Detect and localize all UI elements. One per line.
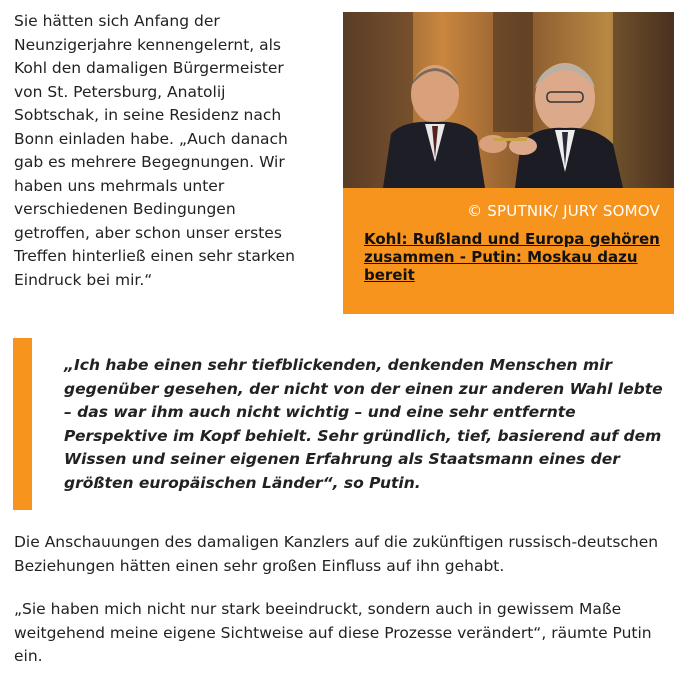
photo-credit: © SPUTNIK/ JURY SOMOV [467, 202, 660, 220]
related-article-photo[interactable] [343, 12, 674, 188]
quote-accent-bar [13, 338, 32, 510]
blockquote: „Ich habe einen sehr tiefblickenden, denkenden Menschen mir gegenüber gesehen, der nicht von der einen zur anderen Wahl lebte – das war ihm auch nicht wichtig – und eine sehr entfernte Perspektive im Kopf behielt. Sehr gründlich, tief, basierend auf dem Wissen und seiner eigenen Erfahrung als Staatsmann eines der größten europäischen Länder“, so Putin. [64, 356, 663, 492]
article-paragraph-2: Die Anschauungen des damaligen Kanzlers auf die zukünftigen russisch-deutschen Beziehungen hätten einen sehr großen Einfluss auf ihn gehabt. [14, 533, 659, 575]
photo-illustration [343, 12, 674, 188]
article-paragraph-intro: Sie hätten sich Anfang der Neunzigerjahre kennengelernt, als Kohl den damaligen Bürgermeister von St. Petersburg, Anatolij Sobtschak, in seine Residenz nach Bonn einladen habe. „Auch danach gab es mehrere Begegnungen. Wir haben uns mehrmals unter verschiedenen Bedingungen getroffen, aber schon unser erstes Treffen hinterließ einen sehr starken Eindruck bei mir.“ [14, 12, 295, 289]
related-article-card[interactable] [343, 12, 674, 314]
related-article-link[interactable]: Kohl: Rußland und Europa gehören zusammen - Putin: Moskau dazu bereit [364, 230, 660, 284]
article-paragraph-3: „Sie haben mich nicht nur stark beeindruckt, sondern auch in gewissem Maße weitgehend meine eigene Sichtweise auf diese Prozesse verändert“, räumte Putin ein. [14, 600, 652, 665]
